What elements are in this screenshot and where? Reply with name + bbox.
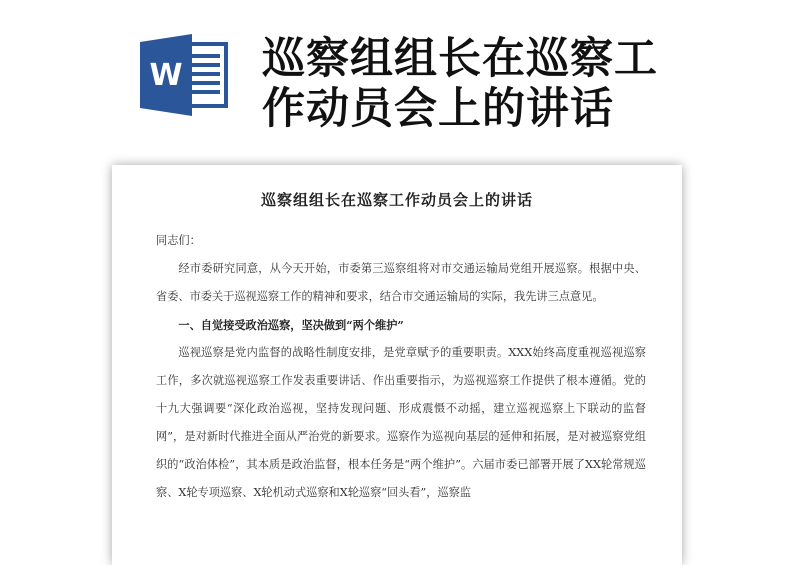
page-title-line-2: 作动员会上的讲话 — [262, 84, 614, 134]
salutation: 同志们： — [156, 234, 201, 247]
document-body — [156, 227, 646, 507]
page-title-line-1: 巡察组组长在巡察工 — [262, 34, 658, 84]
page-title — [262, 34, 702, 134]
word-icon — [140, 34, 234, 116]
paragraph-section-1: 巡视巡察是党内监督的战略性制度安排，是党章赋予的重要职责。XXX始终高度重视巡视巡察工作，多次就巡视巡察工作发表重要讲话、作出重要指示，为巡视巡察工作提供了根本遵循。党的十九大强调要“深化政治巡视，坚持发现问题、形成震慑不动摇，建立巡视巡察上下联动的监督网”，是对新时代推进全面从严治党的新要求。巡察作为巡视向基层的延伸和拓展，是对被巡察党组织的“政治体检”，其本质是政治监督，根本任务是“两个维护”。六届市委已部署开展了XX轮常规巡察、X轮专项巡察、X轮机动式巡察和X轮巡察“回头看”，巡察监 — [156, 346, 646, 499]
header-banner — [0, 0, 800, 150]
document-title: 巡察组组长在巡察工作动员会上的讲话 — [260, 191, 533, 209]
section-heading-1: 一、自觉接受政治巡察，坚决做到“两个维护” — [178, 318, 404, 332]
word-icon-letter: W — [149, 58, 183, 93]
paragraph-intro: 经市委研究同意，从今天开始，市委第三巡察组将对市交通运输局党组开展巡察。根据中央、省委、市委关于巡视巡察工作的精神和要求，结合市交通运输局的实际，我先讲三点意见。 — [156, 262, 646, 303]
document-preview — [112, 165, 682, 565]
